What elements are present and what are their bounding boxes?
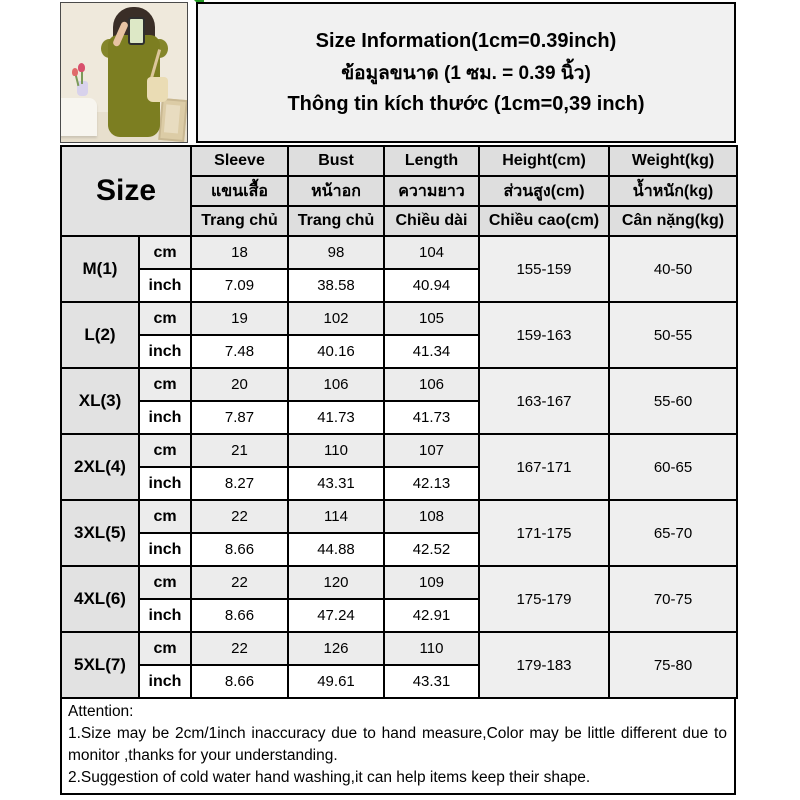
table-row [61, 632, 737, 665]
weight-range-cell: 65-70 [609, 500, 737, 566]
photo-picture-frame-inner [164, 104, 180, 133]
height-range-cell: 167-171 [479, 434, 609, 500]
attention-box [60, 697, 736, 795]
measure-inch-cell-1: 38.58 [288, 269, 384, 302]
measure-cm-cell-2: 104 [384, 236, 479, 269]
measure-cm-cell-0: 18 [191, 236, 288, 269]
unit-inch-cell: inch [139, 533, 191, 566]
measure-inch-cell-0: 8.66 [191, 533, 288, 566]
measure-cm-cell-2: 108 [384, 500, 479, 533]
measure-cm-cell-0: 22 [191, 500, 288, 533]
photo-tulip [72, 68, 78, 76]
column-header-en-2: Length [384, 146, 479, 176]
measure-inch-cell-0: 8.66 [191, 599, 288, 632]
title-box [196, 2, 736, 143]
attention-line-2: 2.Suggestion of cold water hand washing,it can help items keep their shape. [68, 769, 591, 786]
photo-straw-bag [147, 77, 168, 102]
measure-inch-cell-1: 41.73 [288, 401, 384, 434]
measure-cm-cell-2: 109 [384, 566, 479, 599]
height-range-cell: 163-167 [479, 368, 609, 434]
attention-line-1: 1.Size may be 2cm/1inch inaccuracy due to hand measure,Color may be little different due to monitor ,thanks for your understanding. [68, 725, 727, 764]
size-header-cell: Size [61, 146, 191, 236]
column-header-th-4: น้ำหนัก(kg) [609, 176, 737, 206]
photo-tulip [78, 63, 85, 72]
measure-inch-cell-2: 40.94 [384, 269, 479, 302]
size-name-cell: 3XL(5) [61, 500, 139, 566]
measure-inch-cell-0: 8.27 [191, 467, 288, 500]
size-table-body [61, 236, 737, 698]
title-english: Size Information(1cm=0.39inch) [315, 29, 617, 52]
measure-cm-cell-0: 22 [191, 632, 288, 665]
measure-inch-cell-2: 42.91 [384, 599, 479, 632]
measure-inch-cell-2: 42.13 [384, 467, 479, 500]
photo-side-table [60, 98, 97, 136]
column-header-en-1: Bust [288, 146, 384, 176]
photo-flower-stem [81, 70, 83, 84]
measure-cm-cell-0: 22 [191, 566, 288, 599]
unit-inch-cell: inch [139, 401, 191, 434]
measure-cm-cell-0: 21 [191, 434, 288, 467]
size-name-cell: 2XL(4) [61, 434, 139, 500]
unit-cm-cell: cm [139, 368, 191, 401]
measure-inch-cell-1: 47.24 [288, 599, 384, 632]
measure-inch-cell-0: 7.87 [191, 401, 288, 434]
unit-inch-cell: inch [139, 665, 191, 698]
weight-range-cell: 40-50 [609, 236, 737, 302]
height-range-cell: 159-163 [479, 302, 609, 368]
table-row [61, 566, 737, 599]
measure-cm-cell-1: 114 [288, 500, 384, 533]
header-row-english [61, 146, 737, 176]
measure-cm-cell-1: 120 [288, 566, 384, 599]
size-table [60, 145, 738, 699]
column-header-th-0: แขนเสื้อ [191, 176, 288, 206]
measure-cm-cell-1: 110 [288, 434, 384, 467]
measure-cm-cell-2: 106 [384, 368, 479, 401]
size-name-cell: 5XL(7) [61, 632, 139, 698]
measure-cm-cell-1: 98 [288, 236, 384, 269]
measure-inch-cell-2: 43.31 [384, 665, 479, 698]
measure-cm-cell-1: 126 [288, 632, 384, 665]
product-photo [60, 2, 188, 143]
unit-cm-cell: cm [139, 500, 191, 533]
column-header-th-3: ส่วนสูง(cm) [479, 176, 609, 206]
measure-cm-cell-2: 105 [384, 302, 479, 335]
measure-inch-cell-2: 42.52 [384, 533, 479, 566]
attention-heading: Attention: [68, 703, 134, 720]
unit-cm-cell: cm [139, 566, 191, 599]
unit-inch-cell: inch [139, 269, 191, 302]
size-name-cell: M(1) [61, 236, 139, 302]
photo-picture-frame [158, 98, 188, 142]
unit-cm-cell: cm [139, 434, 191, 467]
weight-range-cell: 60-65 [609, 434, 737, 500]
column-header-vi-3: Chiều cao(cm) [479, 206, 609, 236]
measure-inch-cell-0: 8.66 [191, 665, 288, 698]
column-header-en-3: Height(cm) [479, 146, 609, 176]
column-header-th-2: ความยาว [384, 176, 479, 206]
measure-inch-cell-1: 44.88 [288, 533, 384, 566]
measure-cm-cell-1: 102 [288, 302, 384, 335]
table-row [61, 302, 737, 335]
size-name-cell: XL(3) [61, 368, 139, 434]
height-range-cell: 175-179 [479, 566, 609, 632]
title-thai: ข้อมูลขนาด (1 ซม. = 0.39 นิ้ว) [341, 62, 591, 84]
measure-cm-cell-2: 110 [384, 632, 479, 665]
table-row [61, 500, 737, 533]
unit-cm-cell: cm [139, 236, 191, 269]
measure-inch-cell-0: 7.09 [191, 269, 288, 302]
weight-range-cell: 50-55 [609, 302, 737, 368]
photo-phone [128, 17, 145, 45]
measure-inch-cell-1: 43.31 [288, 467, 384, 500]
unit-inch-cell: inch [139, 467, 191, 500]
title-vietnamese: Thông tin kích thước (1cm=0,39 inch) [287, 92, 645, 115]
measure-cm-cell-2: 107 [384, 434, 479, 467]
column-header-vi-0: Trang chủ [191, 206, 288, 236]
measure-inch-cell-2: 41.73 [384, 401, 479, 434]
height-range-cell: 171-175 [479, 500, 609, 566]
measure-cm-cell-0: 19 [191, 302, 288, 335]
measure-inch-cell-1: 40.16 [288, 335, 384, 368]
unit-cm-cell: cm [139, 302, 191, 335]
column-header-vi-4: Cân nặng(kg) [609, 206, 737, 236]
column-header-en-0: Sleeve [191, 146, 288, 176]
column-header-vi-1: Trang chủ [288, 206, 384, 236]
column-header-th-1: หน้าอก [288, 176, 384, 206]
weight-range-cell: 55-60 [609, 368, 737, 434]
table-row [61, 368, 737, 401]
height-range-cell: 179-183 [479, 632, 609, 698]
height-range-cell: 155-159 [479, 236, 609, 302]
table-row [61, 236, 737, 269]
weight-range-cell: 75-80 [609, 632, 737, 698]
measure-inch-cell-0: 7.48 [191, 335, 288, 368]
size-table-header [61, 146, 737, 236]
size-chart-sheet [60, 0, 736, 800]
measure-inch-cell-2: 41.34 [384, 335, 479, 368]
unit-inch-cell: inch [139, 599, 191, 632]
size-name-cell: 4XL(6) [61, 566, 139, 632]
column-header-vi-2: Chiều dài [384, 206, 479, 236]
unit-cm-cell: cm [139, 632, 191, 665]
table-row [61, 434, 737, 467]
size-name-cell: L(2) [61, 302, 139, 368]
column-header-en-4: Weight(kg) [609, 146, 737, 176]
measure-cm-cell-1: 106 [288, 368, 384, 401]
unit-inch-cell: inch [139, 335, 191, 368]
measure-inch-cell-1: 49.61 [288, 665, 384, 698]
measure-cm-cell-0: 20 [191, 368, 288, 401]
weight-range-cell: 70-75 [609, 566, 737, 632]
